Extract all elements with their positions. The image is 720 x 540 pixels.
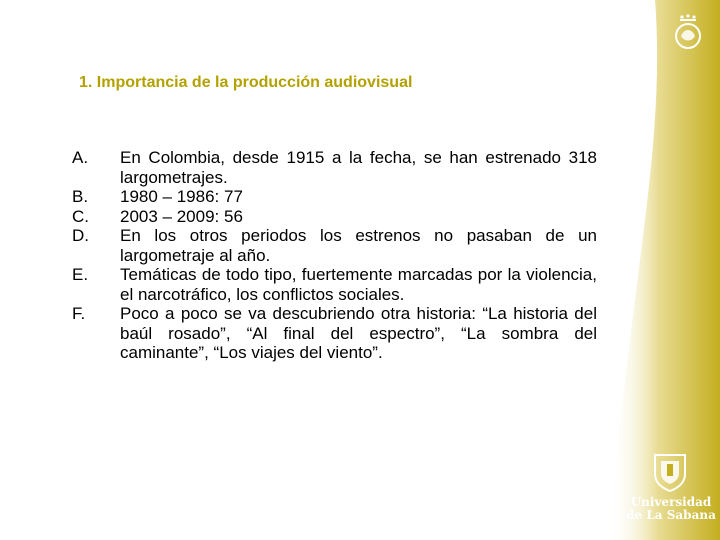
content-list <box>72 148 597 363</box>
list-item <box>72 207 597 227</box>
item-marker: B. <box>72 187 89 206</box>
item-text: 1980 – 1986: 77 <box>120 187 243 206</box>
list-item <box>72 265 597 304</box>
list-item <box>72 187 597 207</box>
logo-university-text: Universidad <box>630 495 712 509</box>
item-text: 2003 – 2009: 56 <box>120 206 243 226</box>
item-text: Temáticas de todo tipo, fuertemente marcadas por la violencia, el narcotráfico, los conflictos sociales. <box>120 265 597 304</box>
page-title: 1. Importancia de la producción audiovisual <box>79 74 413 91</box>
list-item <box>72 304 597 363</box>
list-item <box>72 148 597 187</box>
list-item <box>72 226 597 265</box>
item-marker: C. <box>72 206 89 226</box>
university-seal-icon <box>668 14 708 59</box>
university-crest-icon <box>652 452 688 497</box>
item-marker: D. <box>72 226 89 245</box>
item-text: En Colombia, desde 1915 a la fecha, se han estrenado 318 largometrajes. <box>120 148 597 187</box>
item-text: Poco a poco se va descubriendo otra historia: “La historia del baúl rosado”, “Al final del espectro”, “La sombra del caminante”, “Los viajes del viento”. <box>120 304 597 362</box>
item-marker: E. <box>72 265 89 284</box>
logo-sabana-text: de La Sabana <box>626 508 716 522</box>
item-text: En los otros periodos los estrenos no pasaban de un largometraje al año. <box>120 226 597 265</box>
item-marker: A. <box>72 148 89 167</box>
item-marker: F. <box>72 304 86 323</box>
